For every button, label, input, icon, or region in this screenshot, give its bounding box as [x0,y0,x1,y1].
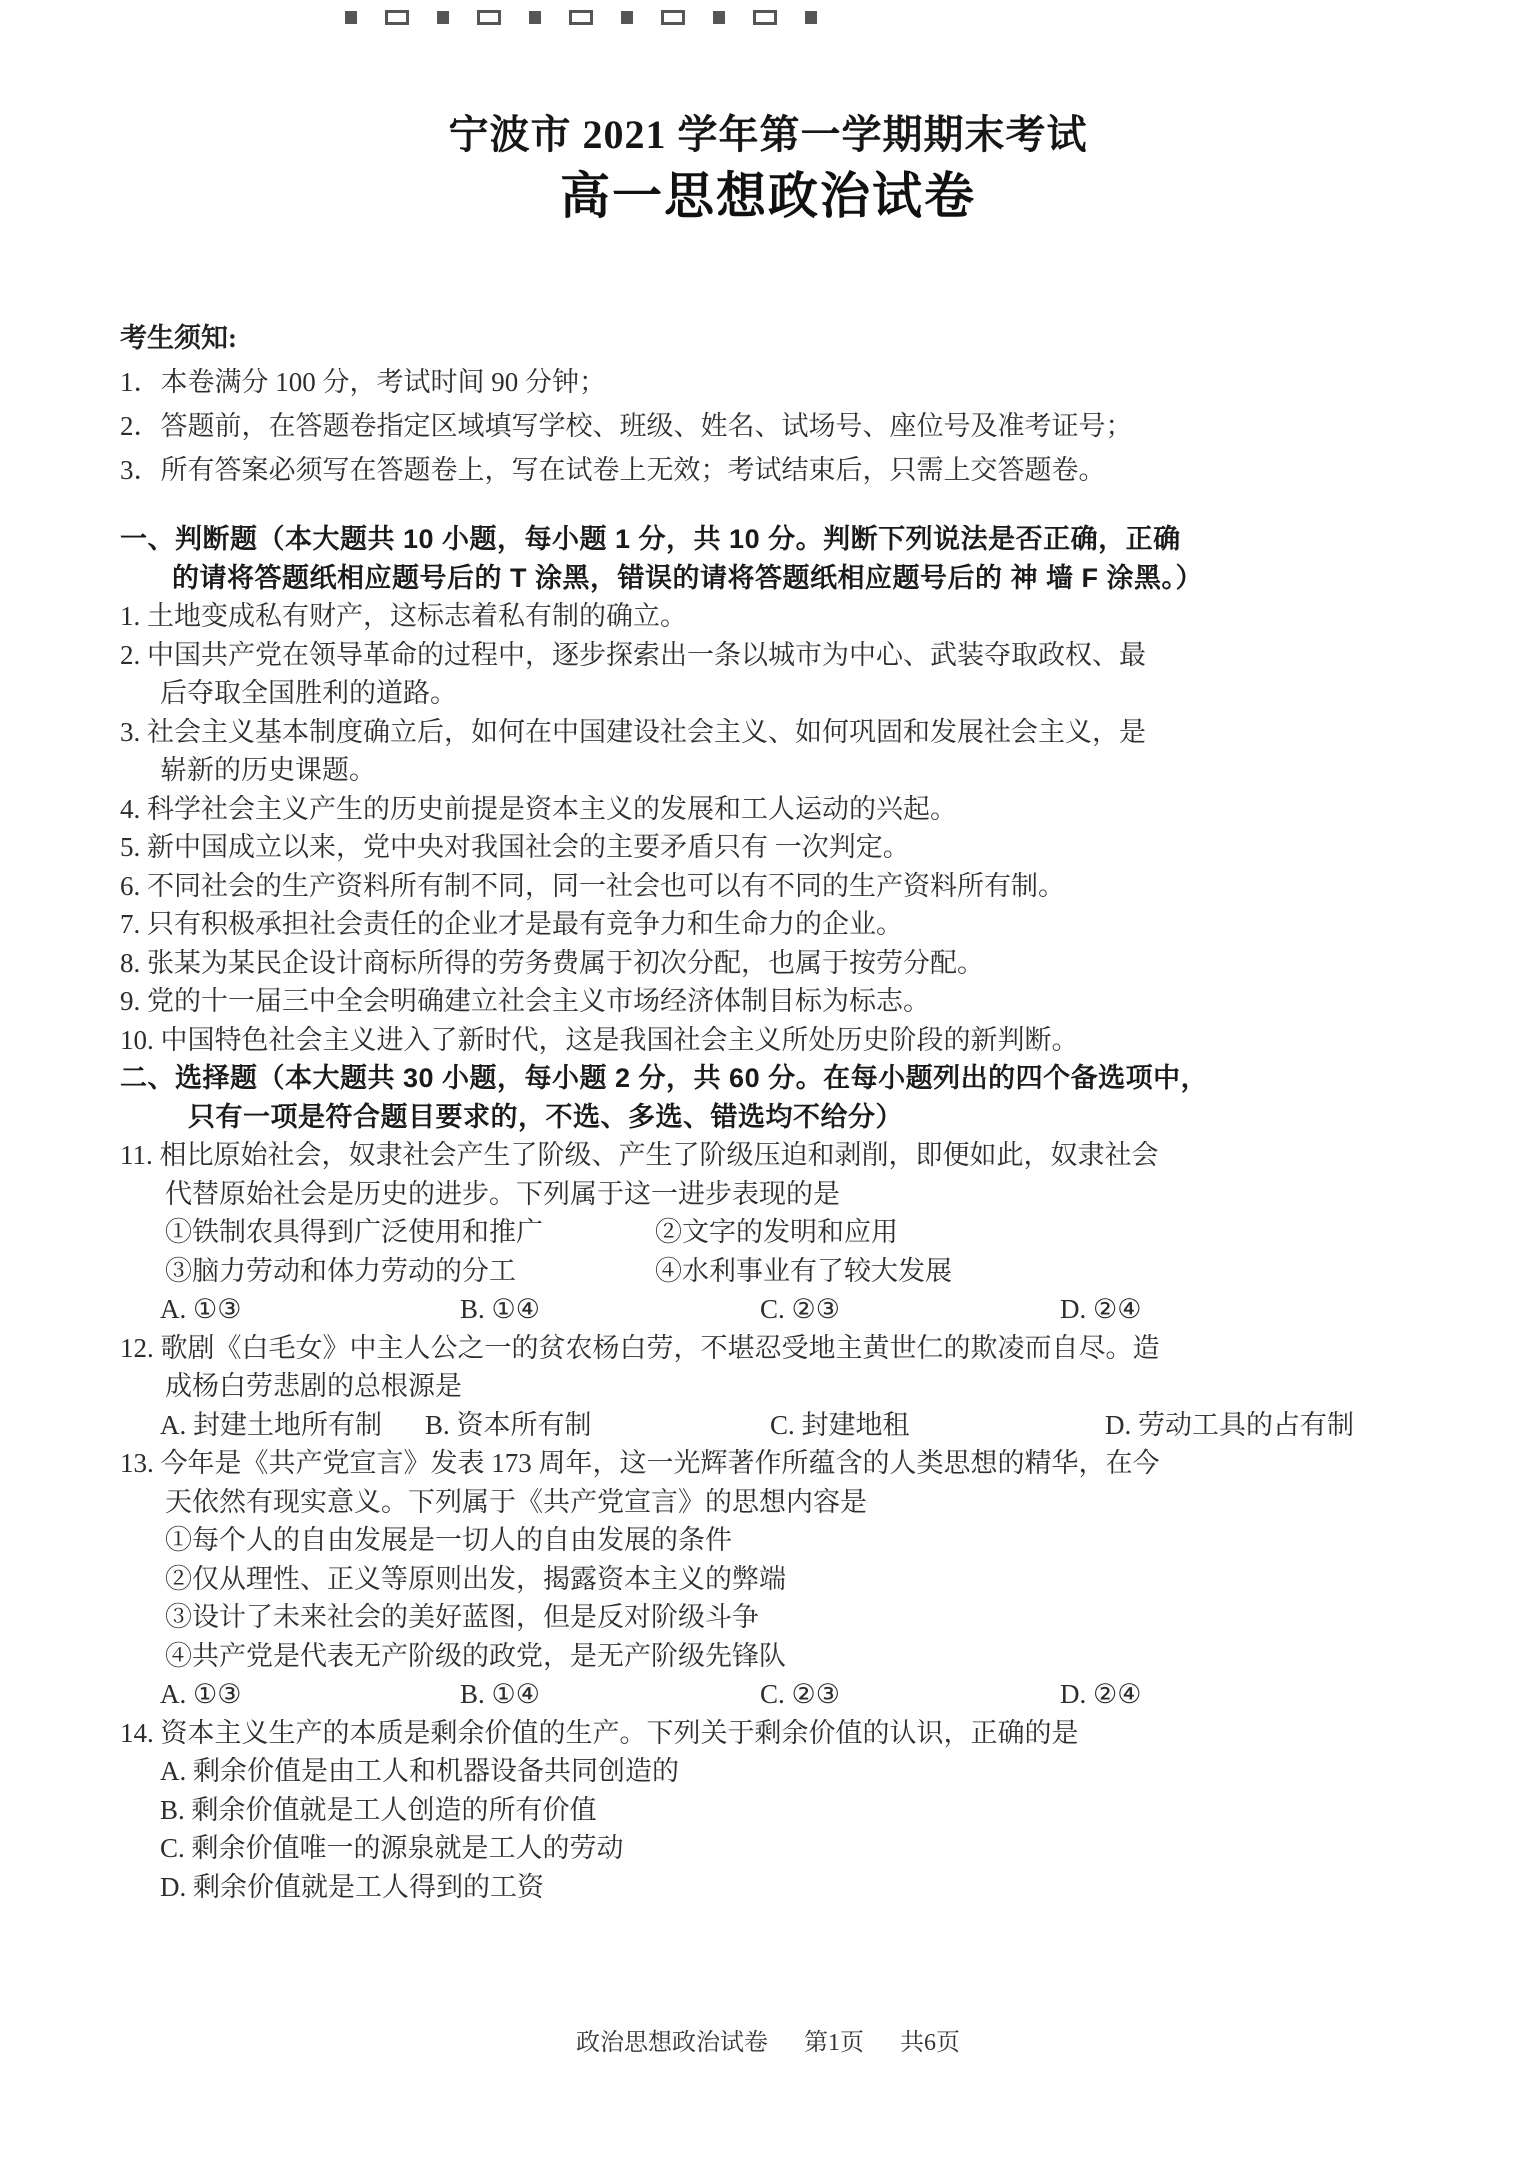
q12-choice-d: D. 劳动工具的占有制 [1105,1409,1354,1440]
scan-mark [805,11,817,24]
q13-choice-a: A. ①③ [160,1679,242,1709]
scan-mark [661,10,685,25]
q11-statement-3: ③脑力劳动和体力劳动的分工 [165,1255,516,1286]
judge-q7: 7. 只有积极承担社会责任的企业才是最有竞争力和生命力的企业。 [120,909,903,939]
q11-statement-1: ①铁制农具得到广泛使用和推广 [165,1217,543,1247]
q11-stem-line1: 11. 相比原始社会，奴隶社会产生了阶级、产生了阶级压迫和剥削，即便如此，奴隶社会 [120,1140,1159,1170]
scan-mark [569,10,593,25]
judge-q4: 4. 科学社会主义产生的历史前提是资本主义的发展和工人运动的兴起。 [120,793,957,824]
judge-q3-line2: 崭新的历史课题。 [160,755,376,785]
notice-item-1: 1．本卷满分 100 分，考试时间 90 分钟； [120,367,606,397]
judge-q2-line1: 2. 中国共产党在领导革命的过程中，逐步探索出一条以城市为中心、武装夺取政权、最 [120,639,1146,670]
footer-doc-label: 政治思想政治试卷 [576,2030,768,2056]
exam-title-line1: 宁波市 2021 学年第一学期期末考试 [448,112,1088,157]
judge-q2-line2: 后夺取全国胜利的道路。 [160,678,457,708]
scan-mark [385,10,409,25]
scan-mark [621,11,633,24]
q14-option-b: B. 剩余价值就是工人创造的所有价值 [160,1794,597,1825]
q11-choice-a: A. ①③ [160,1294,242,1324]
q13-statement-2: ②仅从理性、正义等原则出发，揭露资本主义的弊端 [165,1563,786,1594]
exam-title-line2: 高一思想政治试卷 [560,168,976,224]
q13-stem-line2: 天依然有现实意义。下列属于《共产党宣言》的思想内容是 [165,1486,867,1517]
section2-header-line1: 二、选择题（本大题共 30 小题，每小题 2 分，共 60 分。在每小题列出的四个备选项中， [120,1063,1209,1093]
q11-statement-2: ②文字的发明和应用 [655,1217,898,1247]
q14-option-d: D. 剩余价值就是工人得到的工资 [160,1871,544,1902]
scan-mark [477,10,501,25]
q12-choice-b: B. 资本所有制 [425,1409,592,1440]
q11-choice-d: D. ②④ [1060,1294,1142,1324]
judge-q1: 1. 土地变成私有财产，这标志着私有制的确立。 [120,601,687,631]
q14-option-a: A. 剩余价值是由工人和机器设备共同创造的 [160,1756,679,1786]
scan-mark [529,11,541,24]
section1-header-line2: 的请将答题纸相应题号后的 T 涂黑，错误的请将答题纸相应题号后的 神 墙 F 涂黑。） [172,562,1203,593]
q12-stem-line1: 12. 歌剧《白毛女》中主人公之一的贫农杨白劳，不堪忍受地主黄世仁的欺凌而自尽。造 [120,1332,1160,1363]
q13-choice-c: C. ②③ [760,1679,840,1709]
q12-choices [120,1406,1520,1445]
notice-item-3: 3．所有答案必须写在答题卷上，写在试卷上无效；考试结束后，只需上交答题卷。 [120,455,1106,485]
q12-choice-c: C. 封建地租 [770,1409,910,1440]
q12-choice-a: A. 封建土地所有制 [160,1409,382,1440]
judge-q9: 9. 党的十一届三中全会明确建立社会主义市场经济体制目标为标志。 [120,986,930,1016]
notice-item-2: 2．答题前，在答题卷指定区域填写学校、班级、姓名、试场号、座位号及准考证号； [120,411,1133,441]
page-footer [0,2022,1536,2057]
q11-choice-c: C. ②③ [760,1294,840,1324]
footer-page-number: 第1页 [804,2030,864,2056]
q13-statement-3: ③设计了未来社会的美好蓝图，但是反对阶级斗争 [165,1602,759,1632]
q11-choice-b: B. ①④ [460,1294,540,1324]
q11-statements-row2 [120,1252,1520,1291]
q14-stem: 14. 资本主义生产的本质是剩余价值的生产。下列关于剩余价值的认识，正确的是 [120,1717,1079,1748]
scan-mark [713,11,725,24]
q13-choices [120,1675,1520,1714]
q13-statement-1: ①每个人的自由发展是一切人的自由发展的条件 [165,1525,732,1555]
judge-q3-line1: 3. 社会主义基本制度确立后，如何在中国建设社会主义、如何巩固和发展社会主义，是 [120,716,1146,747]
exam-header [0,110,1536,226]
footer-total-pages: 共6页 [900,2030,960,2056]
q11-stem-line2: 代替原始社会是历史的进步。下列属于这一进步表现的是 [165,1178,840,1209]
q11-statements-row1 [120,1213,1520,1252]
scan-mark [753,10,777,25]
q11-choices [120,1290,1520,1329]
q13-choice-d: D. ②④ [1060,1679,1142,1709]
section2-header-line2: 只有一项是符合题目要求的，不选、多选、错选均不给分） [188,1101,903,1132]
q11-statement-4: ④水利事业有了较大发展 [655,1255,952,1286]
q12-stem-line2: 成杨白劳悲剧的总根源是 [165,1371,462,1401]
judge-q5: 5. 新中国成立以来，党中央对我国社会的主要矛盾只有 一次判定。 [120,832,910,862]
scan-mark [345,11,357,24]
scan-artifacts [345,8,817,26]
q13-choice-b: B. ①④ [460,1679,540,1709]
candidate-notice [120,316,1500,492]
judge-q10: 10. 中国特色社会主义进入了新时代，这是我国社会主义所处历史阶段的新判断。 [120,1024,1079,1055]
section1-header-line1: 一、判断题（本大题共 10 小题，每小题 1 分，共 10 分。判断下列说法是否正确，正确 [120,524,1181,554]
exam-body [120,520,1520,1906]
q14-option-c: C. 剩余价值唯一的源泉就是工人的劳动 [160,1833,624,1863]
q13-stem-line1: 13. 今年是《共产党宣言》发表 173 周年，这一光辉著作所蕴含的人类思想的精华，在今 [120,1448,1160,1478]
judge-q8: 8. 张某为某民企设计商标所得的劳务费属于初次分配，也属于按劳分配。 [120,947,984,978]
q13-statement-4: ④共产党是代表无产阶级的政党，是无产阶级先锋队 [165,1640,786,1671]
notice-heading: 考生须知: [120,323,237,353]
scan-mark [437,11,449,24]
judge-q6: 6. 不同社会的生产资料所有制不同，同一社会也可以有不同的生产资料所有制。 [120,870,1065,901]
